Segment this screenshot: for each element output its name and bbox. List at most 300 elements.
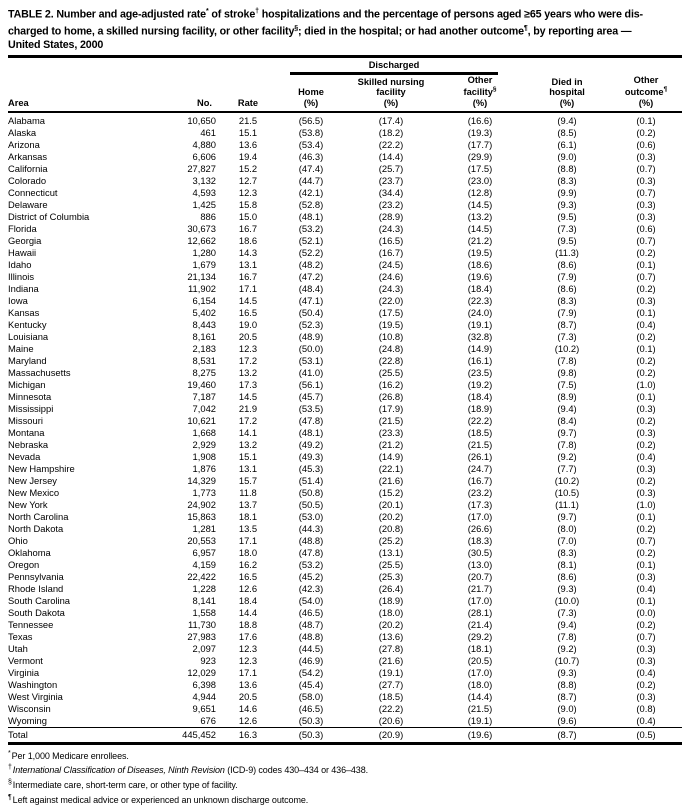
value-cell: (9.0): [557, 702, 577, 714]
value-cell: (19.1): [467, 714, 493, 726]
value-cell: 8,141: [192, 594, 216, 606]
value-cell: (0.4): [636, 318, 656, 330]
value-cell: (50.4): [298, 306, 324, 318]
value-cell: (9.9): [557, 186, 577, 198]
value-cell: (14.9): [467, 342, 493, 354]
value-cell: (46.9): [298, 654, 324, 666]
table-row: [8, 487, 682, 499]
value-cell: 15.1: [238, 126, 258, 138]
value-cell: (1.0): [636, 378, 656, 390]
table-row: [8, 127, 682, 139]
value-cell: 12,029: [187, 666, 216, 678]
value-cell: (21.7): [467, 582, 493, 594]
value-cell: (29.9): [467, 150, 493, 162]
table-row: [8, 295, 682, 307]
value-cell: 10,621: [187, 414, 216, 426]
value-cell: (10.7): [554, 654, 580, 666]
value-cell: 16.7: [238, 222, 258, 234]
value-cell: (0.2): [636, 126, 656, 138]
value-cell: (19.3): [467, 126, 493, 138]
value-cell: (0.3): [636, 462, 656, 474]
value-cell: (16.7): [378, 246, 404, 258]
value-cell: (7.9): [557, 306, 577, 318]
title-line: charged to home, a skilled nursing facility, or other facility§; died in the hospital; or had another outcome¶, by reporting area —: [8, 24, 632, 38]
value-cell: (53.0): [298, 510, 324, 522]
value-cell: (0.4): [636, 666, 656, 678]
value-cell: 2,097: [192, 642, 216, 654]
table-row: [8, 319, 682, 331]
value-cell: (25.7): [378, 162, 404, 174]
value-cell: (26.4): [378, 582, 404, 594]
value-cell: (22.2): [378, 138, 404, 150]
value-cell: (48.7): [298, 618, 324, 630]
value-cell: 19,460: [187, 378, 216, 390]
value-cell: (0.1): [636, 258, 656, 270]
value-cell: (0.1): [636, 390, 656, 402]
value-cell: (50.0): [298, 342, 324, 354]
value-cell: (21.4): [467, 618, 493, 630]
table-row: [8, 355, 682, 367]
value-cell: (28.9): [378, 210, 404, 222]
value-cell: (24.6): [378, 270, 404, 282]
area-cell: Hawaii: [8, 246, 37, 258]
value-cell: (23.2): [467, 486, 493, 498]
table-row: [8, 415, 682, 427]
value-cell: (0.3): [636, 486, 656, 498]
value-cell: (0.7): [636, 234, 656, 246]
value-cell: 17.2: [238, 414, 258, 426]
value-cell: (23.3): [378, 426, 404, 438]
value-cell: 21,134: [187, 270, 216, 282]
value-cell: (13.2): [467, 210, 493, 222]
table-row: [8, 139, 682, 151]
value-cell: 4,880: [192, 138, 216, 150]
value-cell: (45.3): [298, 462, 324, 474]
table-row: [8, 235, 682, 247]
value-cell: (16.2): [378, 378, 404, 390]
value-cell: 12.6: [238, 582, 258, 594]
table-row: [8, 475, 682, 487]
value-cell: 22,422: [187, 570, 216, 582]
value-cell: (52.2): [298, 246, 324, 258]
value-cell: (8.6): [557, 282, 577, 294]
value-cell: (0.3): [636, 402, 656, 414]
value-cell: (47.4): [298, 162, 324, 174]
table-row: [8, 511, 682, 523]
area-cell: Nebraska: [8, 438, 49, 450]
value-cell: (8.4): [557, 414, 577, 426]
table-row: [8, 112, 682, 127]
value-cell: (50.3): [298, 714, 324, 726]
value-cell: 17.2: [238, 354, 258, 366]
value-cell: (53.8): [298, 126, 324, 138]
value-cell: 13.2: [238, 438, 258, 450]
value-cell: (20.7): [467, 570, 493, 582]
value-cell: 13.6: [238, 138, 258, 150]
value-cell: 3,132: [192, 174, 216, 186]
value-cell: (9.3): [557, 666, 577, 678]
value-cell: (45.2): [298, 570, 324, 582]
value-cell: (16.5): [378, 234, 404, 246]
value-cell: (9.5): [557, 234, 577, 246]
value-cell: (20.6): [378, 714, 404, 726]
value-cell: (8.3): [557, 294, 577, 306]
value-cell: (14.9): [378, 450, 404, 462]
value-cell: 21.9: [238, 402, 258, 414]
value-cell: 14.3: [238, 246, 258, 258]
value-cell: (46.5): [298, 606, 324, 618]
value-cell: (46.5): [298, 702, 324, 714]
value-cell: (47.2): [298, 270, 324, 282]
table-row: [8, 571, 682, 583]
value-cell: (20.1): [378, 498, 404, 510]
table-row: [8, 163, 682, 175]
col-header-area: Area: [8, 75, 158, 112]
value-cell: 19.4: [238, 150, 258, 162]
value-cell: 6,398: [192, 678, 216, 690]
value-cell: (17.7): [467, 138, 493, 150]
value-cell: (53.5): [298, 402, 324, 414]
value-cell: (48.8): [298, 534, 324, 546]
value-cell: (25.2): [378, 534, 404, 546]
value-cell: 676: [200, 714, 216, 726]
value-cell: 13.7: [238, 498, 258, 510]
value-cell: (48.1): [298, 210, 324, 222]
value-cell: (7.3): [557, 330, 577, 342]
value-cell: (22.2): [378, 702, 404, 714]
title-line: United States, 2000: [8, 38, 104, 51]
table-row: [8, 463, 682, 475]
table-row: [8, 259, 682, 271]
value-cell: (44.3): [298, 522, 324, 534]
area-cell: Alabama: [8, 114, 46, 126]
value-cell: 5,402: [192, 306, 216, 318]
value-cell: 8,275: [192, 366, 216, 378]
footnote: †International Classification of Diseases, Ninth Revision (ICD-9) codes 430–434 or 436–438.: [8, 764, 369, 776]
value-cell: (47.8): [298, 546, 324, 558]
value-cell: (32.8): [467, 330, 493, 342]
value-cell: (17.0): [467, 594, 493, 606]
value-cell: 15,863: [187, 510, 216, 522]
value-cell: (7.3): [557, 222, 577, 234]
value-cell: (18.3): [467, 534, 493, 546]
value-cell: 445,452: [158, 727, 220, 743]
area-cell: Arkansas: [8, 150, 48, 162]
value-cell: (18.5): [378, 690, 404, 702]
value-cell: (7.9): [557, 270, 577, 282]
value-cell: (0.3): [636, 294, 656, 306]
value-cell: (0.2): [636, 246, 656, 258]
value-cell: (7.8): [557, 438, 577, 450]
value-cell: (22.1): [378, 462, 404, 474]
value-cell: 15.7: [238, 474, 258, 486]
footnote-marker: ¶: [8, 793, 12, 801]
value-cell: (0.4): [636, 450, 656, 462]
value-cell: (15.2): [378, 486, 404, 498]
value-cell: (1.0): [636, 498, 656, 510]
value-cell: (7.5): [557, 378, 577, 390]
table-row: [8, 427, 682, 439]
value-cell: (9.7): [557, 510, 577, 522]
table-row: [8, 247, 682, 259]
table-row: [8, 523, 682, 535]
area-cell: Illinois: [8, 270, 35, 282]
area-cell: California: [8, 162, 48, 174]
value-cell: 12.6: [238, 714, 258, 726]
value-cell: (8.1): [557, 558, 577, 570]
value-cell: (47.8): [298, 414, 324, 426]
value-cell: (0.0): [636, 606, 656, 618]
value-cell: (16.6): [467, 114, 493, 126]
value-cell: (0.2): [636, 282, 656, 294]
value-cell: (20.2): [378, 510, 404, 522]
area-cell: Idaho: [8, 258, 32, 270]
value-cell: (44.7): [298, 174, 324, 186]
value-cell: (0.7): [636, 534, 656, 546]
header-row: [8, 75, 682, 112]
area-cell: South Dakota: [8, 606, 65, 618]
area-cell: North Dakota: [8, 522, 64, 534]
value-cell: 17.6: [238, 630, 258, 642]
area-cell: Utah: [8, 642, 28, 654]
table-row: [8, 331, 682, 343]
area-cell: Maryland: [8, 354, 47, 366]
value-cell: (0.2): [636, 678, 656, 690]
value-cell: 11,730: [188, 618, 216, 630]
value-cell: (0.3): [636, 642, 656, 654]
area-cell: Maine: [8, 342, 34, 354]
value-cell: (48.9): [298, 330, 324, 342]
value-cell: 1,228: [192, 582, 216, 594]
value-cell: (19.6): [436, 727, 524, 743]
col-header-other-facility: Other facility§ (%): [436, 75, 524, 112]
value-cell: 15.2: [238, 162, 258, 174]
value-cell: (18.9): [378, 594, 404, 606]
table-row: [8, 199, 682, 211]
value-cell: (13.0): [467, 558, 493, 570]
value-cell: (48.2): [298, 258, 324, 270]
value-cell: (21.5): [467, 702, 493, 714]
area-cell: Arizona: [8, 138, 40, 150]
area-cell: Michigan: [8, 378, 46, 390]
table-row: [8, 403, 682, 415]
table-row: [8, 223, 682, 235]
table-row: [8, 283, 682, 295]
value-cell: (52.8): [298, 198, 324, 210]
value-cell: 14.5: [238, 390, 258, 402]
value-cell: (20.2): [378, 618, 404, 630]
value-cell: (24.8): [378, 342, 404, 354]
value-cell: 15.0: [238, 210, 258, 222]
value-cell: (9.5): [557, 210, 577, 222]
area-cell: Wisconsin: [8, 702, 51, 714]
value-cell: (24.3): [378, 282, 404, 294]
value-cell: 7,042: [192, 402, 216, 414]
area-cell: Kansas: [8, 306, 40, 318]
area-cell: Louisiana: [8, 330, 49, 342]
footnote-marker: †: [8, 764, 12, 772]
table-row: [8, 271, 682, 283]
value-cell: (11.1): [555, 498, 579, 510]
value-cell: (26.8): [378, 390, 404, 402]
value-cell: (0.2): [636, 546, 656, 558]
value-cell: (26.6): [467, 522, 493, 534]
area-cell: Rhode Island: [8, 582, 64, 594]
value-cell: 461: [200, 126, 216, 138]
area-cell: Iowa: [8, 294, 28, 306]
value-cell: (9.4): [557, 618, 577, 630]
area-cell: Oregon: [8, 558, 40, 570]
value-cell: 1,679: [192, 258, 216, 270]
value-cell: (9.3): [557, 198, 577, 210]
value-cell: (8.0): [557, 522, 577, 534]
table-row: [8, 187, 682, 199]
table-row: [8, 379, 682, 391]
area-cell: Oklahoma: [8, 546, 51, 558]
area-cell: Indiana: [8, 282, 39, 294]
value-cell: (14.5): [467, 198, 493, 210]
value-cell: (23.2): [378, 198, 404, 210]
value-cell: (19.5): [467, 246, 493, 258]
value-cell: (8.7): [557, 690, 577, 702]
value-cell: 18.0: [238, 546, 258, 558]
value-cell: (27.8): [378, 642, 404, 654]
table-body: [8, 112, 682, 728]
value-cell: 27,827: [187, 162, 216, 174]
value-cell: 12.3: [238, 654, 258, 666]
value-cell: 16.5: [238, 306, 258, 318]
value-cell: (17.3): [467, 498, 493, 510]
value-cell: (53.1): [298, 354, 324, 366]
value-cell: (0.7): [636, 186, 656, 198]
value-cell: (7.7): [557, 462, 577, 474]
value-cell: (50.3): [276, 727, 346, 743]
value-cell: (9.0): [557, 150, 577, 162]
value-cell: 13.6: [238, 678, 258, 690]
value-cell: (49.2): [298, 438, 324, 450]
value-cell: (17.4): [378, 114, 404, 126]
value-cell: 9,651: [192, 702, 216, 714]
col-header-died-in-hospital: Died in hospital (%): [524, 75, 610, 112]
value-cell: (0.5): [610, 727, 682, 743]
value-cell: (21.2): [378, 438, 404, 450]
value-cell: (47.1): [298, 294, 324, 306]
spanner-spacer-left: [8, 60, 276, 75]
area-cell: Montana: [8, 426, 45, 438]
value-cell: 11.8: [239, 486, 257, 498]
value-cell: (46.3): [298, 150, 324, 162]
value-cell: (9.6): [557, 714, 577, 726]
value-cell: (0.2): [636, 354, 656, 366]
value-cell: (8.9): [557, 390, 577, 402]
value-cell: (20.5): [467, 654, 493, 666]
value-cell: (8.7): [524, 727, 610, 743]
value-cell: 20,553: [187, 534, 216, 546]
area-cell: Georgia: [8, 234, 42, 246]
value-cell: 18.6: [238, 234, 258, 246]
value-cell: (25.5): [378, 366, 404, 378]
table-row: [8, 655, 682, 667]
table-row: [8, 607, 682, 619]
value-cell: (18.9): [467, 402, 493, 414]
value-cell: 8,443: [192, 318, 216, 330]
footnotes: [8, 748, 682, 806]
value-cell: (0.7): [636, 630, 656, 642]
value-cell: (9.4): [557, 402, 577, 414]
value-cell: (17.0): [467, 666, 493, 678]
value-cell: 2,929: [192, 438, 216, 450]
area-cell: New Mexico: [8, 486, 60, 498]
value-cell: (24.5): [378, 258, 404, 270]
value-cell: (20.8): [378, 522, 404, 534]
value-cell: 20.5: [238, 690, 258, 702]
value-cell: (18.4): [467, 282, 493, 294]
value-cell: (0.2): [636, 474, 656, 486]
value-cell: 20.5: [238, 330, 258, 342]
table-row: [8, 343, 682, 355]
value-cell: (50.5): [298, 498, 324, 510]
area-cell: Colorado: [8, 174, 47, 186]
value-cell: (7.8): [557, 354, 577, 366]
value-cell: (24.0): [467, 306, 493, 318]
value-cell: (16.7): [467, 474, 493, 486]
value-cell: (48.1): [298, 426, 324, 438]
value-cell: (14.5): [467, 222, 493, 234]
col-header-rate: Rate: [220, 75, 276, 112]
discharged-spanner: [276, 60, 524, 75]
value-cell: (23.5): [467, 366, 493, 378]
table-row: [8, 499, 682, 511]
value-cell: 1,876: [192, 462, 216, 474]
area-cell: South Carolina: [8, 594, 71, 606]
value-cell: (9.7): [557, 426, 577, 438]
value-cell: (0.3): [636, 150, 656, 162]
value-cell: (42.1): [298, 186, 324, 198]
area-cell: Mississippi: [8, 402, 54, 414]
col-header-home: Home (%): [276, 75, 346, 112]
footnote: *Per 1,000 Medicare enrollees.: [8, 749, 129, 761]
data-table: [8, 60, 682, 745]
value-cell: (9.2): [557, 450, 577, 462]
table-row: [8, 619, 682, 631]
table-row: [8, 439, 682, 451]
value-cell: (13.1): [378, 546, 404, 558]
value-cell: (21.5): [467, 438, 493, 450]
footnote: §Intermediate care, short-term care, or other type of facility.: [8, 779, 238, 791]
area-cell: North Carolina: [8, 510, 69, 522]
value-cell: (45.4): [298, 678, 324, 690]
value-cell: 17.3: [238, 378, 258, 390]
area-cell: West Virginia: [8, 690, 63, 702]
table-row: [8, 583, 682, 595]
value-cell: (14.4): [467, 690, 493, 702]
value-cell: 10,650: [187, 114, 216, 126]
value-cell: (48.4): [298, 282, 324, 294]
value-cell: 1,668: [192, 426, 216, 438]
table-row: [8, 631, 682, 643]
value-cell: 16.3: [220, 727, 276, 743]
value-cell: 1,425: [192, 198, 216, 210]
table-row: [8, 535, 682, 547]
value-cell: (19.6): [467, 270, 493, 282]
area-cell: Florida: [8, 222, 37, 234]
table-row: [8, 211, 682, 223]
table-row: [8, 643, 682, 655]
area-cell: Nevada: [8, 450, 41, 462]
value-cell: 12,662: [187, 234, 216, 246]
value-cell: (18.4): [467, 390, 493, 402]
value-cell: (17.5): [467, 162, 493, 174]
